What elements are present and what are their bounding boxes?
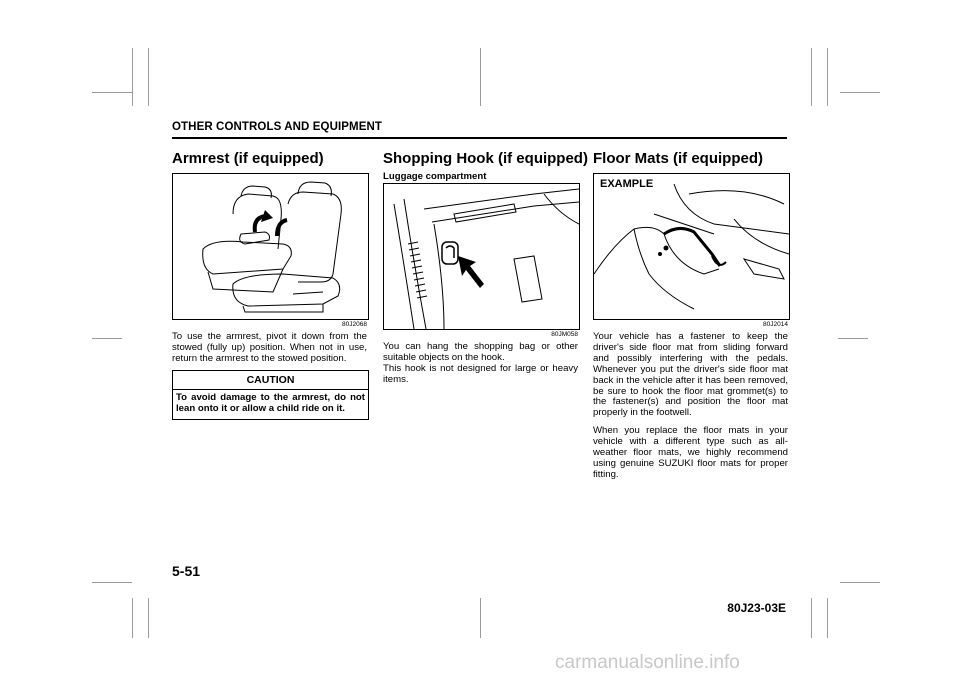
caution-box — [172, 370, 369, 420]
armrest-body — [172, 332, 367, 372]
example-label: EXAMPLE — [600, 178, 654, 190]
luggage-subheading: Luggage compartment — [383, 171, 487, 182]
shopping-hook-figure — [383, 183, 580, 330]
floor-mats-paragraph-1: Your vehicle has a fastener to keep the driver's side floor mat from sliding forward and possibly interfering with the pedals. Whenever you put the driver's side floor mat back in the vehicle after it has been removed, be sure to hook the floor mat grommet(s) to the fastener(s) and position the floor mat properly in the footwell. — [593, 331, 788, 419]
crop-mark — [92, 582, 132, 583]
floor-mats-figure-code: 80J2014 — [763, 321, 788, 328]
caution-text: To avoid damage to the armrest, do not lean onto it or allow a child ride on it. — [176, 392, 365, 414]
crop-mark — [840, 582, 880, 583]
floor-mats-body — [593, 332, 788, 488]
shopping-hook-paragraph-2: This hook is not designed for large or heavy items. — [383, 362, 578, 385]
armrest-figure — [172, 173, 369, 320]
crop-mark — [840, 92, 880, 93]
armrest-heading: Armrest (if equipped) — [172, 150, 324, 167]
crop-mark — [148, 598, 149, 638]
floor-mats-paragraph-2: When you replace the floor mats in your vehicle with a different type such as all-weather floor mats, we highly recommend using genuine SUZUKI floor mats for proper fitting. — [593, 425, 788, 480]
armrest-figure-code: 80J2068 — [342, 321, 367, 328]
crop-mark — [838, 338, 868, 339]
crop-mark — [827, 598, 828, 638]
shopping-hook-heading: Shopping Hook (if equipped) — [383, 150, 588, 167]
armrest-seat-illustration — [173, 174, 368, 319]
shopping-hook-body — [383, 342, 578, 386]
caution-title: CAUTION — [173, 371, 368, 390]
crop-mark — [811, 48, 812, 106]
page-number: 5-51 — [172, 563, 201, 579]
crop-mark — [132, 48, 133, 106]
crop-mark — [827, 48, 828, 106]
floor-mats-figure — [593, 173, 790, 320]
crop-mark — [132, 598, 133, 638]
shopping-hook-figure-code: 80JM058 — [551, 331, 578, 338]
crop-mark — [811, 598, 812, 638]
crop-mark — [92, 92, 132, 93]
floor-mats-heading: Floor Mats (if equipped) — [593, 150, 763, 167]
luggage-hook-illustration — [384, 184, 579, 329]
section-header: OTHER CONTROLS AND EQUIPMENT — [172, 121, 383, 133]
armrest-paragraph: To use the armrest, pivot it down from the stowed (fully up) position. When not in use, return the armrest to the stowed position. — [172, 331, 367, 364]
crop-mark — [480, 48, 481, 106]
header-rule — [172, 137, 787, 139]
shopping-hook-paragraph-1: You can hang the shopping bag or other suitable objects on the hook. — [383, 341, 578, 363]
crop-mark — [92, 338, 122, 339]
crop-mark — [148, 48, 149, 106]
watermark: carmanualsonline.info — [555, 652, 740, 673]
floor-mat-illustration — [594, 174, 789, 319]
crop-mark — [480, 598, 481, 638]
document-code: 80J23-03E — [727, 601, 786, 615]
